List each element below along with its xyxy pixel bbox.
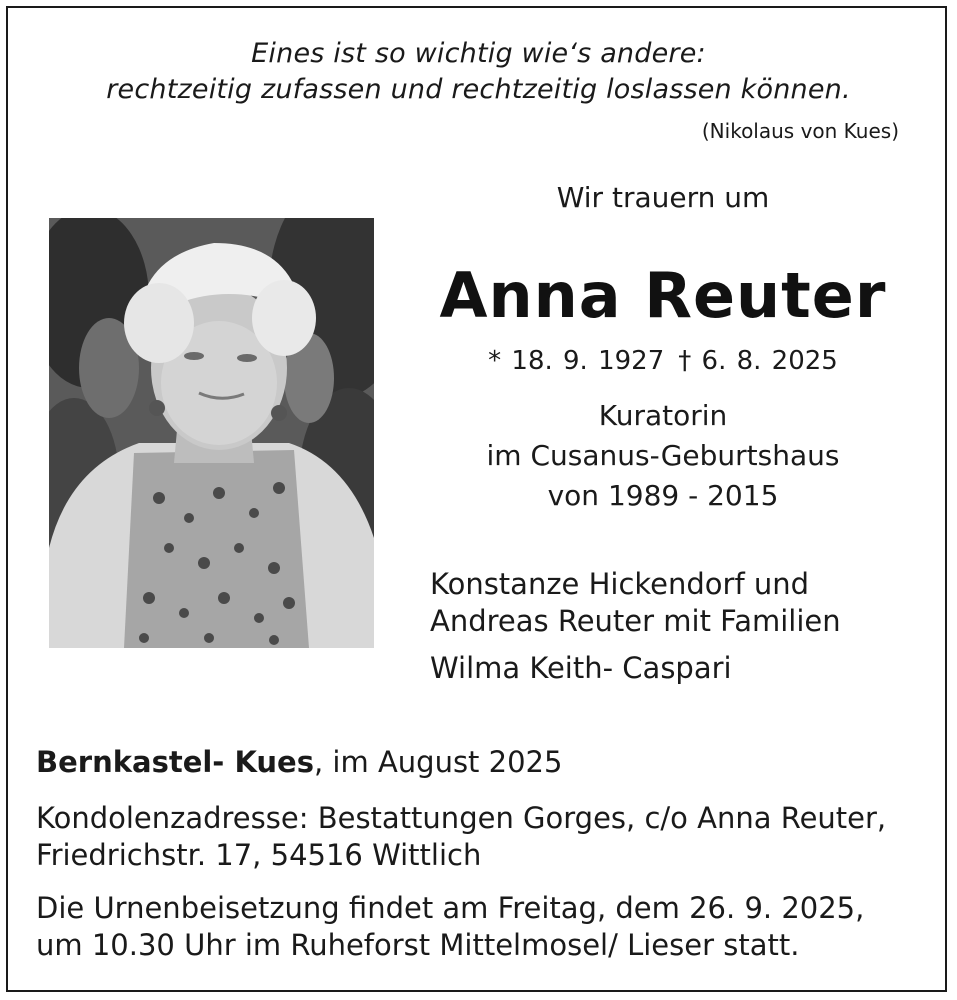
mourner-line: Andreas Reuter mit Familien <box>430 604 841 638</box>
quote-author: (Nikolaus von Kues) <box>701 119 899 143</box>
place-name: Bernkastel- Kues <box>36 745 314 779</box>
role-line: Kuratorin <box>598 399 728 432</box>
mourner-line: Konstanze Hickendorf und <box>430 567 810 601</box>
address-line: Kondolenzadresse: Bestattungen Gorges, c/o Anna Reuter, <box>36 801 887 835</box>
burial-info <box>36 890 936 964</box>
condolence-address <box>36 800 936 874</box>
death-date: † 6. 8. 2025 <box>678 346 838 376</box>
place-date-suffix: , im August 2025 <box>313 745 563 779</box>
quote-line: Eines ist so wichtig wie‘s andere: <box>251 38 706 69</box>
address-line: Friedrichstr. 17, 54516 Wittlich <box>36 838 482 872</box>
birth-date: * 18. 9. 1927 <box>488 346 665 376</box>
place-date <box>36 744 936 781</box>
burial-line: Die Urnenbeisetzung findet am Freitag, dem 26. 9. 2025, <box>36 891 865 925</box>
deceased-name: Anna Reuter <box>439 259 887 332</box>
role-description <box>448 396 878 516</box>
quote-line: rechtzeitig zufassen und rechtzeitig loslassen können. <box>106 74 851 105</box>
life-dates <box>448 344 878 378</box>
portrait-photo <box>49 218 374 648</box>
burial-line: um 10.30 Uhr im Ruheforst Mittelmosel/ Lieser statt. <box>36 928 800 962</box>
mourner-line: Wilma Keith- Caspari <box>430 651 732 685</box>
mourners-list <box>430 566 930 687</box>
role-line: von 1989 - 2015 <box>547 479 779 512</box>
intro-text: Wir trauern um <box>556 181 770 214</box>
role-line: im Cusanus-Geburtshaus <box>486 439 840 472</box>
